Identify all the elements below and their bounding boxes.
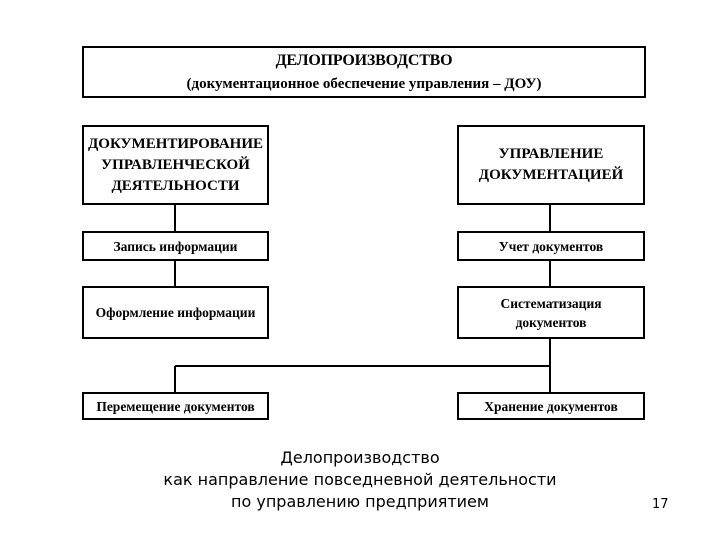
bottom-left-box	[82, 392, 269, 420]
right-item-box-1	[457, 231, 645, 261]
caption-line-1: Делопроизводство	[280, 448, 440, 467]
page-number: 17	[652, 497, 669, 512]
caption-line-3: по управлению предприятием	[231, 492, 489, 511]
left-heading-box	[82, 125, 269, 205]
left-heading-line-2: УПРАВЛЕНЧЕСКОЙ	[101, 156, 250, 173]
right-item-2-line-1: Систематизация	[500, 295, 602, 311]
root-subtitle: (документационное обеспечение управления – ДОУ)	[186, 75, 542, 92]
left-heading-line-1: ДОКУМЕНТИРОВАНИЕ	[87, 135, 264, 152]
right-heading-line-1: УПРАВЛЕНИЕ	[498, 146, 604, 162]
left-item-box-1	[82, 231, 269, 261]
bottom-left-label: Перемещение документов	[96, 398, 255, 414]
caption-line-2: как направление повседневной деятельности	[163, 470, 557, 489]
right-heading-box	[457, 125, 645, 205]
root-box	[82, 46, 646, 98]
bottom-right-label: Хранение документов	[484, 398, 618, 414]
right-item-1-label: Учет документов	[498, 238, 604, 254]
left-item-2-label: Оформление информации	[95, 305, 256, 320]
left-item-box-2	[82, 286, 269, 339]
left-heading-line-3: ДЕЯТЕЛЬНОСТИ	[111, 177, 240, 194]
right-item-box-2	[457, 286, 645, 339]
left-item-1-label: Запись информации	[113, 238, 238, 254]
bottom-right-box	[457, 392, 645, 420]
slide-caption	[80, 447, 640, 513]
right-heading-line-2: ДОКУМЕНТАЦИЕЙ	[478, 167, 624, 183]
root-title: ДЕЛОПРОИЗВОДСТВО	[275, 51, 453, 69]
right-item-2-line-2: документов	[515, 314, 587, 330]
